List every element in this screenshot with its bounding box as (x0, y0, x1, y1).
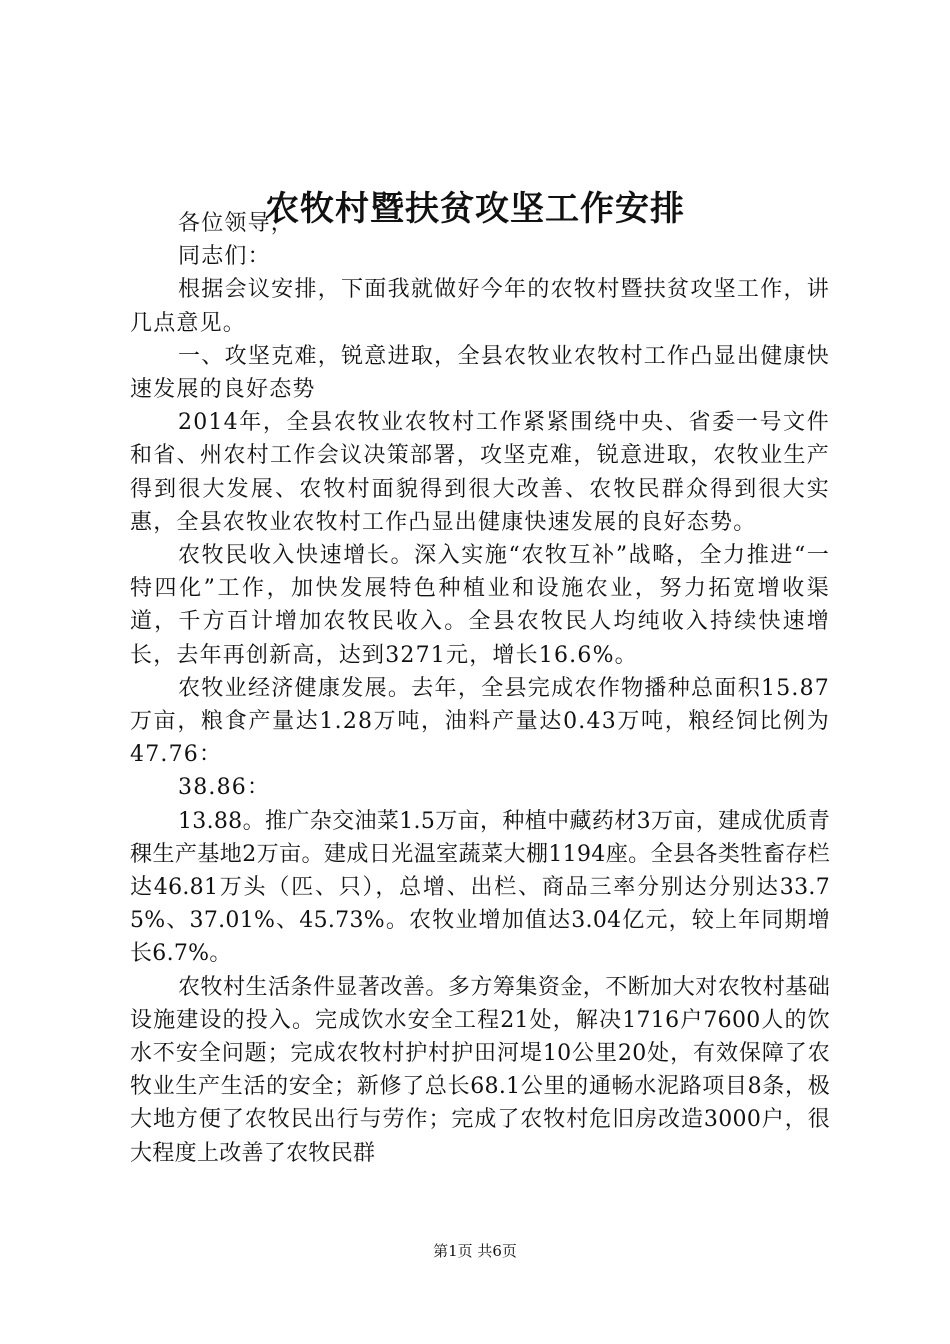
paragraph-intro: 根据会议安排，下面我就做好今年的农牧村暨扶贫攻坚工作，讲几点意见。 (130, 277, 830, 336)
document-body (130, 207, 830, 1170)
paragraph-economy: 农牧业经济健康发展。去年，全县完成农作物播种总面积15.87万亩，粮食产量达1.28万吨，油料产量达0.43万吨，粮经饲比例为47.76： (130, 675, 830, 768)
section-heading-1: 一、攻坚克难，锐意进取，全县农牧业农牧村工作凸显出健康快速发展的良好态势 (130, 343, 830, 403)
paragraph-ratio-fragment: 38.86： (178, 775, 271, 801)
paragraph-production-stats: 13.88。推广杂交油菜1.5万亩，种植中藏药材3万亩，建成优质青稞生产基地2万亩。建成日光温室蔬菜大棚1194座。全县各类牲畜存栏达46.81万头（匹、只），总增、出栏、商品三率分别达分别达33.75%、37.01%、45.73%。农牧业增加值达3.04亿元，较上年同期增长6.7%。 (130, 808, 830, 967)
paragraph-overview-2014: 2014年，全县农牧业农牧村工作紧紧围绕中央、省委一号文件和省、州农村工作会议决策部署，攻坚克难，锐意进取，农牧业生产得到很大发展、农牧村面貌得到很大改善、农牧民群众得到很大实惠，全县农牧业农牧村工作凸显出健康快速发展的良好态势。 (130, 410, 830, 535)
page-footer: 第1页 共6页 (433, 1242, 517, 1260)
salutation-comrades: 同志们： (178, 244, 271, 270)
paragraph-income-growth: 农牧民收入快速增长。深入实施“农牧互补”战略，全力推进“一特四化”工作，加快发展特色种植业和设施农业，努力拓宽增收渠道，千方百计增加农牧民收入。全县农牧民人均纯收入持续快速增长，去年再创新高，达到3271元，增长16.6%。 (130, 543, 830, 668)
salutation-leaders: 各位领导， (178, 211, 295, 236)
document-title: 农牧村暨扶贫攻坚工作安排 (265, 189, 685, 229)
paragraph-living-conditions: 农牧村生活条件显著改善。多方筹集资金，不断加大对农牧村基础设施建设的投入。完成饮水安全工程21处，解决1716户7600人的饮水不安全问题；完成农牧村护村护田河堤10公里20处，有效保障了农牧业生产生活的安全；新修了总长68.1公里的通畅水泥路项目8条，极大地方便了农牧民出行与劳作；完成了农牧村危旧房改造3000户，很大程度上改善了农牧民群 (130, 974, 830, 1166)
